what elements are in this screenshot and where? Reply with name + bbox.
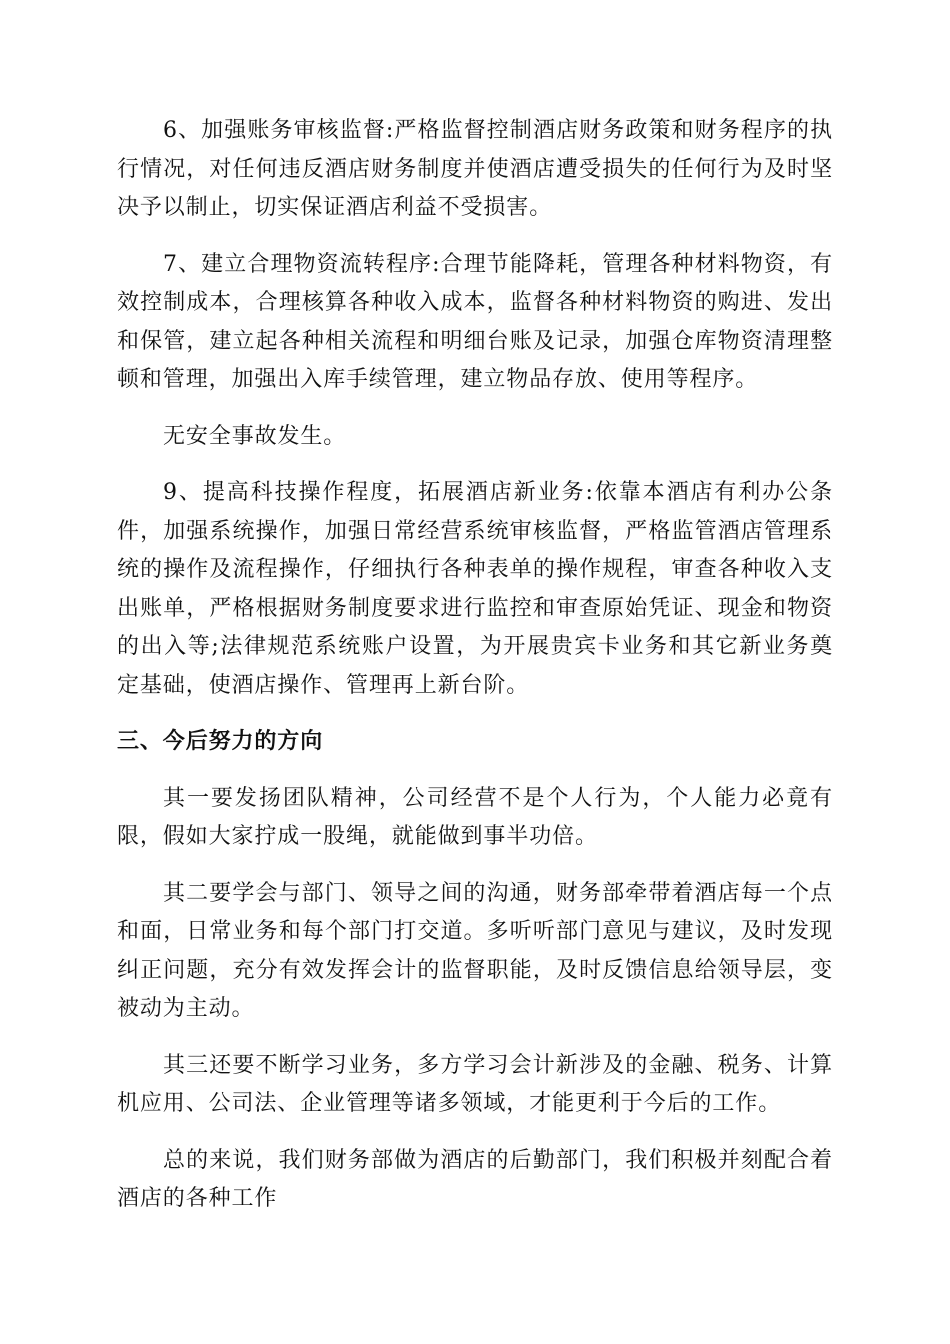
paragraph-item-6: 6、加强账务审核监督:严格监督控制酒店财务政策和财务程序的执行情况，对任何违反酒店财务制度并使酒店遭受损失的任何行为及时坚决予以制止，切实保证酒店利益不受损害。: [117, 118, 833, 220]
paragraph-communication: 其二要学会与部门、领导之间的沟通，财务部牵带着酒店每一个点和面，日常业务和每个部门打交道。多听听部门意见与建议，及时发现纠正问题，充分有效发挥会计的监督职能，及时反馈信息给领导层，变被动为主动。: [117, 880, 833, 1021]
paragraph-no-accidents: 无安全事故发生。: [163, 423, 347, 449]
paragraph-item-7: 7、建立合理物资流转程序:合理节能降耗，管理各种材料物资，有效控制成本，合理核算各种收入成本，监督各种材料物资的购进、发出和保管，建立起各种相关流程和明细台账及记录，加强仓库物资清理整顿和管理，加强出入库手续管理，建立物品存放、使用等程序。: [117, 251, 833, 392]
paragraph-learning: 其三还要不断学习业务，多方学习会计新涉及的金融、税务、计算机应用、公司法、企业管理等诸多领域，才能更利于今后的工作。: [117, 1052, 833, 1116]
section-heading: 三、今后努力的方向: [117, 729, 324, 754]
paragraph-team-spirit: 其一要发扬团队精神，公司经营不是个人行为，个人能力必竟有限，假如大家拧成一股绳，就能做到事半功倍。: [117, 785, 833, 849]
document-page: [117, 112, 833, 1237]
paragraph-summary: 总的来说，我们财务部做为酒店的后勤部门，我们积极并刻配合着酒店的各种工作: [117, 1147, 833, 1211]
paragraph-item-9: 9、提高科技操作程度，拓展酒店新业务:依靠本酒店有利办公条件，加强系统操作，加强日常经营系统审核监督，严格监管酒店管理系统的操作及流程操作，仔细执行各种表单的操作规程，审查各种收入支出账单，严格根据财务制度要求进行监控和审查原始凭证、现金和物资的出入等;法律规范系统账户设置，为开展贵宾卡业务和其它新业务奠定基础，使酒店操作、管理再上新台阶。: [117, 480, 833, 698]
